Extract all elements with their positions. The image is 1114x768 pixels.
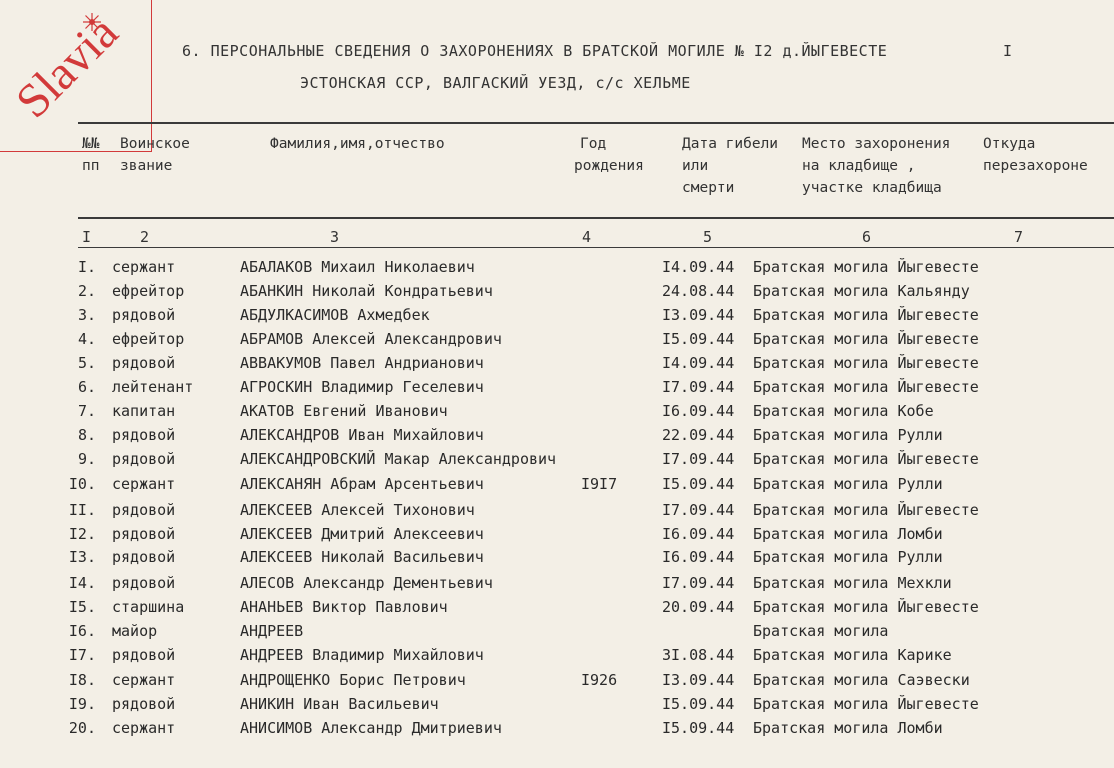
row-name: АЛЕКСЕЕВ Николай Васильевич: [240, 548, 484, 566]
row-place: Братская могила Рулли: [753, 475, 943, 493]
row-year: I926: [581, 671, 618, 689]
row-number: 3.: [77, 306, 96, 324]
row-rank: капитан: [112, 402, 176, 420]
row-number: 6.: [77, 378, 96, 396]
row-rank: рядовой: [112, 450, 176, 468]
table-row: [0, 402, 1114, 426]
row-place: Братская могила Йыгевесте: [753, 450, 979, 468]
row-number: I7.: [68, 646, 96, 664]
row-name: АБРАМОВ Алексей Александрович: [240, 330, 502, 348]
document-title: 6. ПЕРСОНАЛЬНЫЕ СВЕДЕНИЯ О ЗАХОРОНЕНИЯХ В БРАТСКОЙ МОГИЛЕ № I2 д.ЙЫГЕВЕСТЕ: [182, 42, 888, 60]
header-rank: Воинское звание: [120, 136, 190, 174]
table-row: [0, 695, 1114, 719]
table-row: [0, 450, 1114, 474]
row-date: 3I.08.44: [662, 646, 735, 664]
column-number: 3: [330, 228, 340, 246]
row-place: Братская могила Саэвески: [753, 671, 970, 689]
row-name: АБАНКИН Николай Кондратьевич: [240, 282, 493, 300]
header-name: Фамилия,имя,отчество: [270, 136, 445, 152]
row-date: I7.09.44: [662, 574, 735, 592]
row-date: I5.09.44: [662, 719, 735, 737]
row-place: Братская могила Йыгевесте: [753, 501, 979, 519]
column-number-rule: [78, 247, 1114, 248]
row-place: Братская могила Карике: [753, 646, 952, 664]
row-date: I7.09.44: [662, 378, 735, 396]
row-place: Братская могила Рулли: [753, 548, 943, 566]
header-year: Год рождения: [574, 136, 644, 174]
row-date: I7.09.44: [662, 450, 735, 468]
row-rank: рядовой: [112, 548, 176, 566]
table-row: [0, 719, 1114, 743]
table-row: [0, 622, 1114, 646]
row-rank: сержант: [112, 719, 176, 737]
row-rank: ефрейтор: [112, 282, 185, 300]
table-row: [0, 475, 1114, 499]
row-number: I3.: [68, 548, 96, 566]
row-rank: лейтенант: [112, 378, 194, 396]
row-place: Братская могила Ломби: [753, 719, 943, 737]
row-place: Братская могила Йыгевесте: [753, 330, 979, 348]
row-place: Братская могила Рулли: [753, 426, 943, 444]
table-row: [0, 501, 1114, 525]
row-number: 9.: [77, 450, 96, 468]
table-row: [0, 525, 1114, 549]
table-row: [0, 282, 1114, 306]
row-number: I6.: [68, 622, 96, 640]
row-name: АЛЕКСАНЯН Абрам Арсентьевич: [240, 475, 484, 493]
header-place: Место захоронения на кладбище , участке кладбища: [802, 136, 951, 196]
row-name: АНДРЕЕВ Владимир Михайлович: [240, 646, 484, 664]
row-name: АНДРЕЕВ: [240, 622, 304, 640]
row-rank: рядовой: [112, 574, 176, 592]
row-rank: ефрейтор: [112, 330, 185, 348]
row-number: I.: [77, 258, 96, 276]
slavia-logo-icon: [0, 0, 152, 152]
row-place: Братская могила Мехкли: [753, 574, 952, 592]
row-date: 22.09.44: [662, 426, 735, 444]
row-name: АКАТОВ Евгений Иванович: [240, 402, 448, 420]
row-place: Братская могила Йыгевесте: [753, 695, 979, 713]
row-date: I6.09.44: [662, 402, 735, 420]
row-place: Братская могила Кобе: [753, 402, 934, 420]
svg-text:Slavia: Slavia: [5, 5, 129, 129]
row-name: АБДУЛКАСИМОВ Ахмедбек: [240, 306, 430, 324]
row-name: АЛЕКСАНДРОВСКИЙ Макар Александрович: [240, 450, 557, 468]
row-number: I9.: [68, 695, 96, 713]
row-date: I6.09.44: [662, 525, 735, 543]
row-rank: сержант: [112, 475, 176, 493]
row-place: Братская могила Ломби: [753, 525, 943, 543]
row-date: I4.09.44: [662, 258, 735, 276]
row-date: 24.08.44: [662, 282, 735, 300]
row-name: АНИКИН Иван Васильевич: [240, 695, 439, 713]
page-mark: I: [1003, 42, 1013, 60]
row-number: 2.: [77, 282, 96, 300]
watermark-stamp: [0, 0, 152, 152]
row-name: АЛЕСОВ Александр Дементьевич: [240, 574, 493, 592]
row-place: Братская могила Йыгевесте: [753, 258, 979, 276]
row-date: I3.09.44: [662, 306, 735, 324]
column-number: 2: [140, 228, 150, 246]
table-row: [0, 426, 1114, 450]
row-date: I6.09.44: [662, 548, 735, 566]
header-num: №№ пп: [82, 136, 100, 174]
row-place: Братская могила Йыгевесте: [753, 378, 979, 396]
row-date: I3.09.44: [662, 671, 735, 689]
row-rank: сержант: [112, 258, 176, 276]
row-name: АЛЕКСЕЕВ Дмитрий Алексеевич: [240, 525, 484, 543]
column-number: 4: [582, 228, 592, 246]
table-row: [0, 548, 1114, 572]
row-place: Братская могила Йыгевесте: [753, 354, 979, 372]
row-date: I7.09.44: [662, 501, 735, 519]
row-place: Братская могила Йыгевесте: [753, 306, 979, 324]
row-date: I5.09.44: [662, 695, 735, 713]
row-place: Братская могила: [753, 622, 889, 640]
row-number: 7.: [77, 402, 96, 420]
row-place: Братская могила Кальянду: [753, 282, 970, 300]
column-number: 5: [703, 228, 713, 246]
table-row: [0, 306, 1114, 330]
header-bottom-rule: [78, 217, 1114, 219]
table-row: [0, 354, 1114, 378]
row-rank: майор: [112, 622, 158, 640]
row-name: АНАНЬЕВ Виктор Павлович: [240, 598, 448, 616]
table-row: [0, 574, 1114, 598]
row-name: АЛЕКСЕЕВ Алексей Тихонович: [240, 501, 475, 519]
row-name: АНДРОЩЕНКО Борис Петрович: [240, 671, 466, 689]
table-row: [0, 330, 1114, 354]
row-rank: рядовой: [112, 501, 176, 519]
row-name: АГРОСКИН Владимир Геселевич: [240, 378, 484, 396]
row-number: I0.: [68, 475, 96, 493]
column-number: I: [82, 228, 92, 246]
row-place: Братская могила Йыгевесте: [753, 598, 979, 616]
table-row: [0, 378, 1114, 402]
column-number: 6: [862, 228, 872, 246]
row-name: АБАЛАКОВ Михаил Николаевич: [240, 258, 475, 276]
row-name: АНИСИМОВ Александр Дмитриевич: [240, 719, 502, 737]
document-subtitle: ЭСТОНСКАЯ ССР, ВАЛГАСКИЙ УЕЗД, с/с ХЕЛЬМЕ: [300, 74, 691, 92]
row-number: 5.: [77, 354, 96, 372]
row-rank: сержант: [112, 671, 176, 689]
row-rank: рядовой: [112, 646, 176, 664]
row-number: 20.: [68, 719, 96, 737]
row-name: АВВАКУМОВ Павел Андрианович: [240, 354, 484, 372]
row-rank: рядовой: [112, 525, 176, 543]
row-year: I9I7: [581, 475, 618, 493]
row-rank: рядовой: [112, 426, 176, 444]
table-row: [0, 671, 1114, 695]
row-number: I5.: [68, 598, 96, 616]
row-number: I4.: [68, 574, 96, 592]
row-date: I4.09.44: [662, 354, 735, 372]
header-date: Дата гибели или смерти: [682, 136, 779, 196]
row-number: I2.: [68, 525, 96, 543]
row-rank: старшина: [112, 598, 185, 616]
row-name: АЛЕКСАНДРОВ Иван Михайлович: [240, 426, 484, 444]
table-row: [0, 646, 1114, 670]
row-rank: рядовой: [112, 306, 176, 324]
row-date: I5.09.44: [662, 330, 735, 348]
row-rank: рядовой: [112, 695, 176, 713]
row-number: 4.: [77, 330, 96, 348]
row-rank: рядовой: [112, 354, 176, 372]
row-number: II.: [68, 501, 96, 519]
row-date: I5.09.44: [662, 475, 735, 493]
row-date: 20.09.44: [662, 598, 735, 616]
column-number: 7: [1014, 228, 1024, 246]
table-row: [0, 598, 1114, 622]
row-number: 8.: [77, 426, 96, 444]
header-top-rule: [78, 122, 1114, 124]
row-number: I8.: [68, 671, 96, 689]
header-origin: Откуда перезахороне: [983, 136, 1088, 174]
table-row: [0, 258, 1114, 282]
